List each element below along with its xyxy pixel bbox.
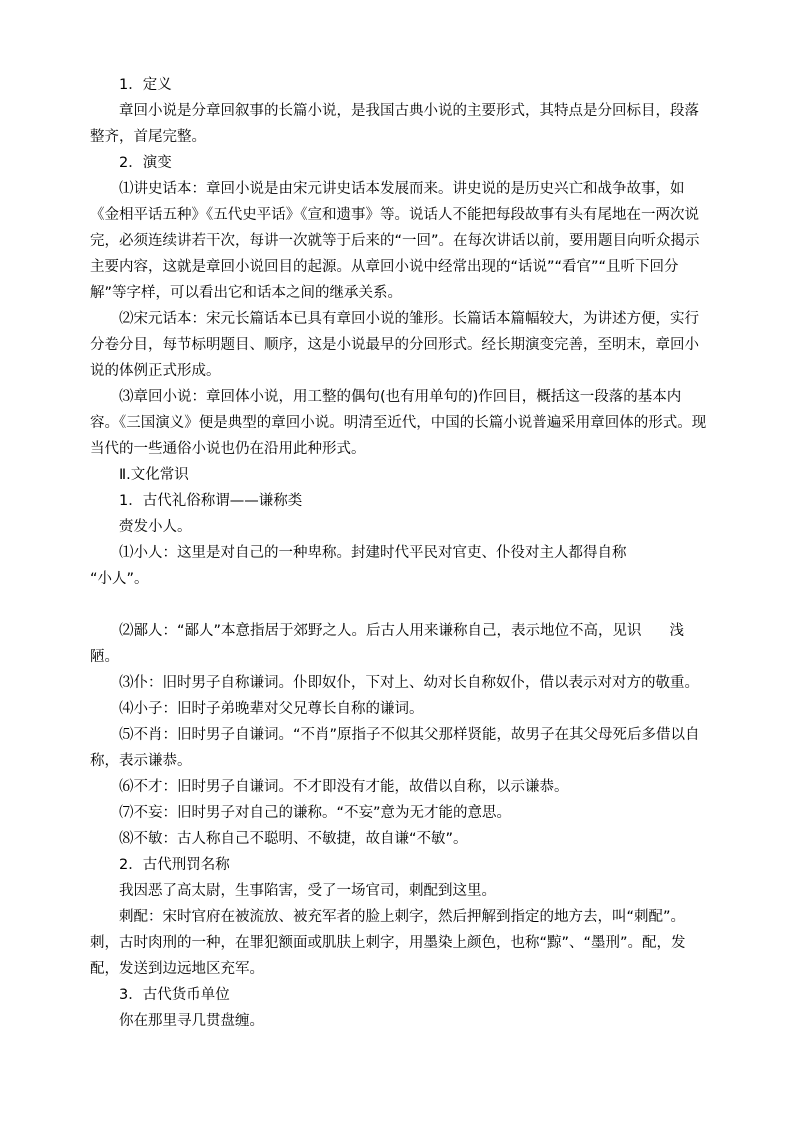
item-buxiao: ⑸不肖：旧时男子自谦词。“不肖”原指子不似其父那样贤能，故男子在其父母死后多借以自称，表示谦恭。: [90, 727, 700, 769]
blank-line: [90, 592, 708, 618]
item-xiaoren-continued: “小人”。: [90, 571, 149, 587]
heading-evolution: 2．演变: [119, 155, 172, 171]
quote-currency: 你在那里寻几贯盘缠。: [119, 1013, 264, 1029]
item-biren-text-a: ⑵鄙人：“鄙人”本意指居于郊野之人。后古人用来谦称自己，表示地位不高，见识: [119, 623, 642, 639]
heading-currency: 3．古代货币单位: [119, 987, 230, 1003]
heading-humble-titles: 1．古代礼俗称谓——谦称类: [119, 493, 303, 509]
heading-definition: 1．定义: [119, 77, 172, 93]
item-bucai: ⑹不才：旧时男子自谦词。不才即没有才能，故借以自称，以示谦恭。: [119, 779, 569, 795]
item-biren: [90, 618, 708, 670]
paragraph-song-yuan-huaben: ⑵宋元话本：宋元长篇话本已具有章回小说的雏形。长篇话本篇幅较大，为讲述方便，实行分卷分目，每节标明题目、顺序，这是小说最早的分回形式。经长期演变完善，至明末，章回小说的体例正式形成。: [90, 311, 699, 379]
item-xiaozi: ⑷小子：旧时子弟晚辈对父兄尊长自称的谦词。: [119, 701, 424, 717]
paragraph-definition: 章回小说是分章回叙事的长篇小说，是我国古典小说的主要形式，其特点是分回标目，段落整齐，首尾完整。: [90, 103, 699, 145]
item-pu: ⑶仆：旧时男子自称谦词。仆即奴仆，下对上、幼对长自称奴仆，借以表示对对方的敬重。: [119, 675, 699, 691]
paragraph-history-storytelling: ⑴讲史话本：章回小说是由宋元讲史话本发展而来。讲史说的是历史兴亡和战争故事，如《金相平话五种》《五代史平话》《宣和遗事》等。说话人不能把每段故事有头有尾地在一两次说完，必须连续讲若干次，每讲一次就等于后来的“一回”。在每次讲话以前，要用题目向听众揭示主要内容，这就是章回小说回目的起源。从章回小说中经常出现的“话说”“看官”“且听下回分解”等字样，可以看出它和话本之间的继承关系。: [90, 181, 700, 301]
heading-punishments: 2．古代刑罚名称: [119, 857, 230, 873]
item-buwang: ⑺不妄：旧时男子对自己的谦称。“不妄”意为无才能的意思。: [119, 805, 512, 821]
paragraph-zhanghui-novel: ⑶章回小说：章回体小说，用工整的偶句(也有用单句的)作回目，概括这一段落的基本内容。《三国演义》便是典型的章回小说。明清至近代，中国的长篇小说普遍采用章回体的形式。现当代的一些通俗小说也仍在沿用此种形式。: [90, 389, 707, 457]
item-biren-text-b: 浅陋。: [90, 623, 685, 665]
item-xiaoren: ⑴小人：这里是对自己的一种卑称。封建时代平民对官吏、仆役对主人都得自称: [119, 545, 627, 561]
heading-cultural-knowledge: Ⅱ.文化常识: [119, 467, 189, 483]
quote-cipei: 我因恶了高太尉，生事陷害，受了一场官司，刺配到这里。: [119, 883, 496, 899]
item-cipei: 刺配：宋时官府在被流放、被充军者的脸上刺字，然后押解到指定的地方去，叫“刺配”。刺，古时肉刑的一种，在罪犯额面或肌肤上刺字，用墨染上颜色，也称“黥”、“墨刑”。配，发配，发送到边远地区充军。: [90, 909, 686, 977]
item-bumin: ⑻不敏：古人称自己不聪明、不敏捷，故自谦“不敏”。: [119, 831, 468, 847]
quote-xiaoren: 赍发小人。: [119, 519, 192, 535]
